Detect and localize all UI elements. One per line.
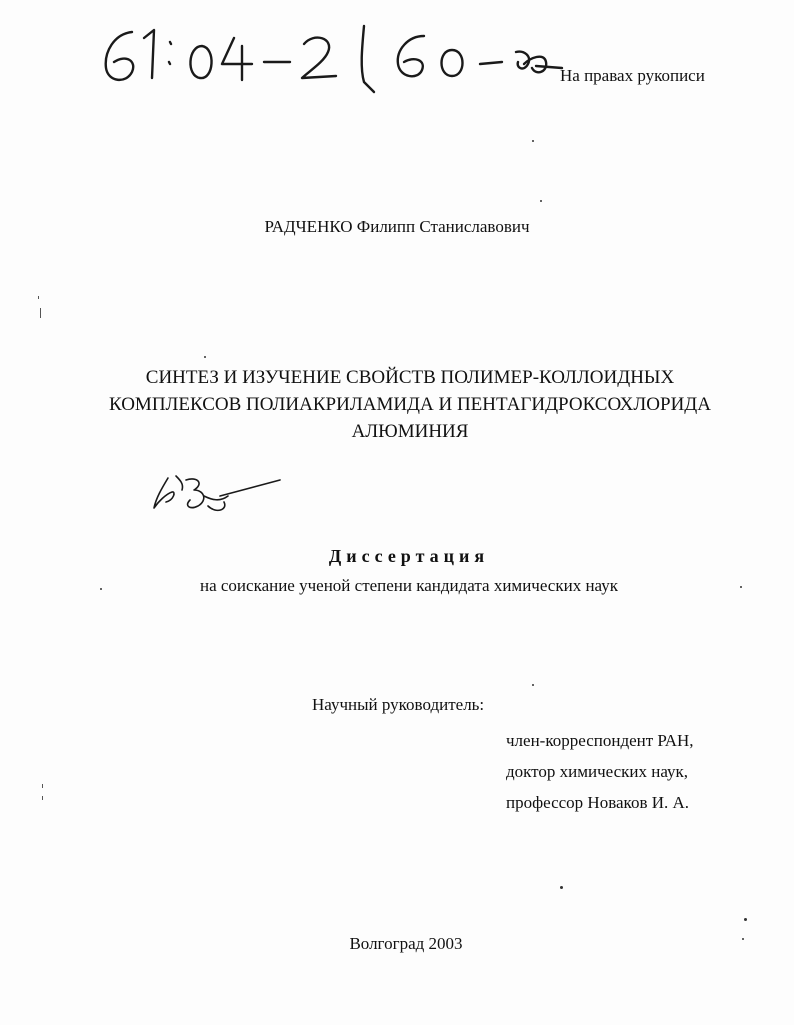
handwritten-archive-code bbox=[92, 18, 572, 96]
supervisor-line: профессор Новаков И. А. bbox=[506, 793, 690, 812]
scan-speck bbox=[740, 586, 742, 588]
margin-mark bbox=[38, 296, 39, 299]
title-line: КОМПЛЕКСОВ ПОЛИАКРИЛАМИДА И ПЕНТАГИДРОКСОХЛОРИДА bbox=[109, 394, 711, 415]
scan-speck bbox=[744, 918, 747, 921]
scan-speck bbox=[100, 588, 102, 590]
supervisor-details bbox=[506, 725, 694, 818]
title-line: АЛЮМИНИЯ bbox=[351, 421, 469, 442]
supervisor-label: Научный руководитель: bbox=[312, 695, 485, 714]
document-type: Диссертация bbox=[328, 546, 490, 566]
dissertation-title bbox=[0, 364, 794, 445]
supervisor-line: член-корреспондент РАН, bbox=[506, 731, 694, 750]
scan-speck bbox=[532, 684, 534, 686]
author-surname: РАДЧЕНКО bbox=[264, 217, 353, 236]
margin-mark bbox=[40, 308, 41, 318]
title-line: СИНТЕЗ И ИЗУЧЕНИЕ СВОЙСТВ ПОЛИМЕР-КОЛЛОИДНЫХ bbox=[145, 367, 675, 388]
author-given-names: Филипп Станиславович bbox=[356, 217, 530, 236]
author-name bbox=[0, 217, 794, 237]
scan-speck bbox=[742, 938, 744, 940]
scan-speck bbox=[540, 200, 542, 202]
margin-mark bbox=[42, 784, 43, 788]
scan-speck bbox=[204, 356, 206, 358]
degree-statement: на соискание ученой степени кандидата химических наук bbox=[199, 576, 618, 595]
scan-speck bbox=[532, 140, 534, 142]
margin-mark bbox=[42, 796, 43, 800]
handwritten-signature bbox=[146, 466, 286, 518]
supervisor-line: доктор химических наук, bbox=[506, 762, 689, 781]
rights-note: На правах рукописи bbox=[560, 66, 705, 85]
scan-speck bbox=[560, 886, 563, 889]
city-year: Волгоград 2003 bbox=[349, 934, 463, 953]
